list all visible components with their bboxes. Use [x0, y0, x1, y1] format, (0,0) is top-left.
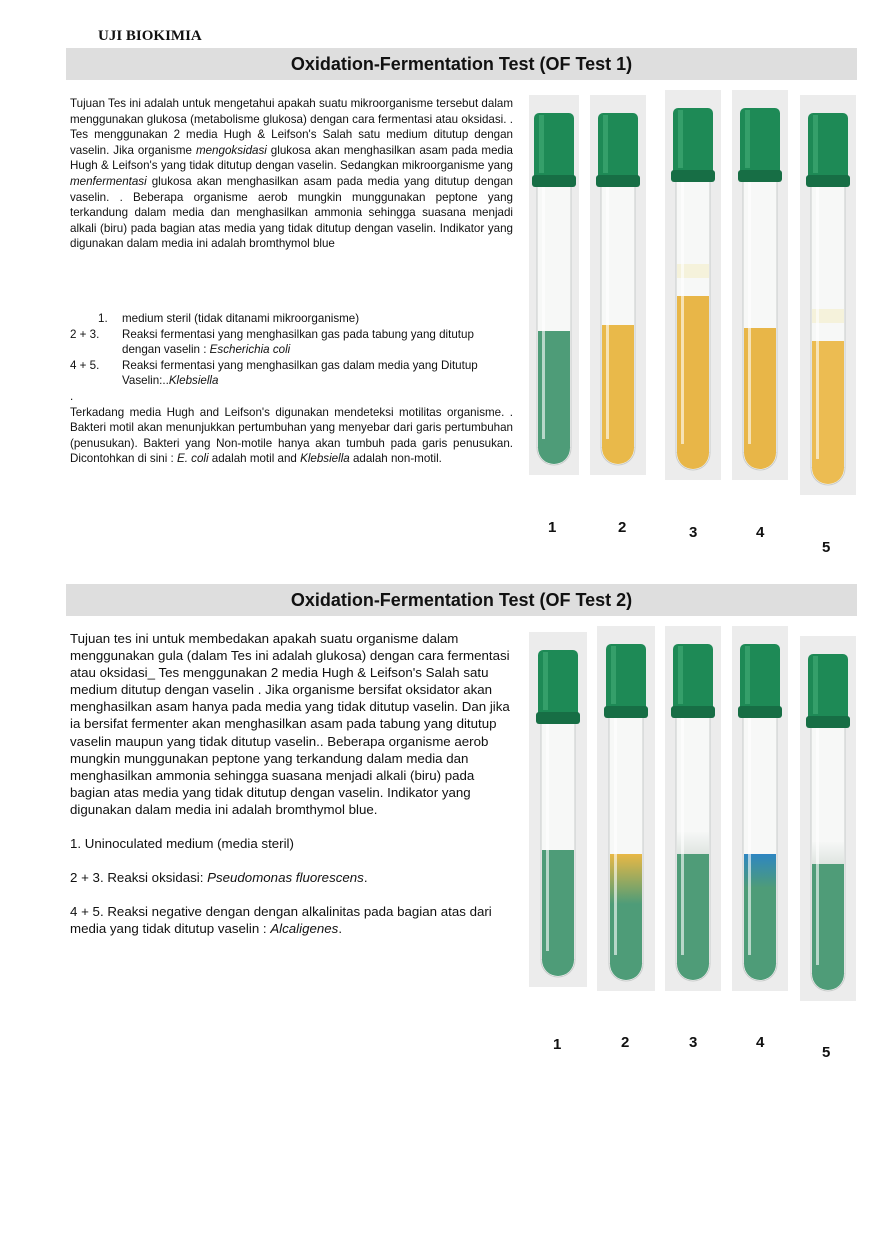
text-run: Tujuan Tes ini adalah untuk mengetahui apakah suatu mikroorganisme tersebut dalam menggunakan glukosa (metabolisme glukosa) dengan cara fermentasi atau oksidasi. . Tes menggunakan 2 media Hugh & Leifson's Salah satu medium ditutup dengan vaselin. Jika organisme: [70, 97, 513, 157]
test-tube-photo: [732, 90, 788, 480]
list-item: [70, 327, 513, 358]
list-item: [70, 311, 513, 327]
test-tube-photo: [665, 90, 721, 480]
list-number: 4 + 5.: [70, 358, 100, 372]
test-tube-photo: [529, 95, 579, 475]
tube-number: 4: [756, 524, 765, 541]
test-tube-photo: [800, 95, 856, 495]
list-text: [122, 358, 513, 389]
section1-paragraph: [70, 96, 513, 252]
tube-cap: [532, 113, 576, 187]
text-run: glukosa akan menghasilkan asam pada media Hugh & Leifson's yang tidak ditutup dengan vaselin. Sedangkan mikroorganisme yang: [70, 143, 513, 173]
item-text: 2 + 3. Reaksi oksidasi:: [70, 870, 208, 886]
list-number: 2 + 3.: [70, 327, 100, 341]
tube-number: 5: [822, 539, 831, 556]
tube-cap: [806, 654, 850, 728]
test-tube-photo: [597, 626, 655, 991]
section2-text: [70, 630, 515, 954]
test-tube-photo: [800, 636, 856, 1001]
organism-name: Alcaligenes: [270, 921, 339, 937]
organism-name: Klebsiella: [168, 374, 219, 388]
tube-cap: [536, 650, 580, 724]
tube-cap: [671, 108, 715, 182]
section2-title: Oxidation-Fermentation Test (OF Test 2): [66, 584, 857, 616]
item-end: .: [363, 870, 368, 886]
list-number: 1.: [98, 312, 108, 325]
section2-item-2: [70, 869, 515, 886]
test-tube-photo: [665, 626, 721, 991]
tube-cap: [738, 644, 782, 718]
list-text-main: Reaksi fermentasi yang menghasilkan gas pada tabung yang ditutup dengan vaselin :: [122, 327, 474, 357]
tube-cap: [604, 644, 648, 718]
italic-term: Klebsiella: [300, 452, 350, 466]
tube-number: 1: [548, 519, 557, 536]
list-text: medium steril (tidak ditanami mikroorganisme): [122, 312, 360, 325]
section1-list: [70, 311, 513, 389]
text-run: adalah non-motil.: [349, 452, 442, 466]
text-run: adalah motil and: [208, 452, 301, 466]
list-item: [70, 358, 513, 389]
item-end: .: [338, 921, 343, 937]
test-tube-photo: [529, 632, 587, 987]
tube-number: 3: [689, 1034, 698, 1051]
tube-cap: [738, 108, 782, 182]
tube-cap: [596, 113, 640, 187]
list-text-main: Reaksi fermentasi yang menghasilkan gas dalam media yang Ditutup Vaselin:..: [122, 358, 478, 388]
test-tube-photo: [590, 95, 646, 475]
tube-number: 2: [618, 519, 627, 536]
organism-name: Pseudomonas fluorescens: [207, 870, 364, 886]
tube-cap: [671, 644, 715, 718]
tube-number: 4: [756, 1034, 765, 1051]
section2-item-1: 1. Uninoculated medium (media steril): [70, 836, 294, 852]
tube-number: 3: [689, 524, 698, 541]
item-text: 4 + 5. Reaksi negative dengan dengan alkalinitas pada bagian atas dari media yang tidak ditutup vaselin :: [70, 904, 492, 937]
tube-number: 1: [553, 1036, 562, 1053]
text-run: Terkadang media Hugh and Leifson's digunakan mendeteksi motilitas organisme. . Bakteri motil akan menunjukkan pertumbuhan yang menyebar dari garis pertumbuhan (penusukan). Bakteri yang Non-motile hanya akan tumbuh pada garis penusukan. Dicontohkan di sini :: [70, 405, 513, 466]
list-text: [122, 327, 513, 358]
section2-paragraph: Tujuan tes ini untuk membedakan apakah suatu organisme dalam menggunakan gula (dalam Tes ini adalah glukosa) dengan cara fermentasi atau oksidasi_ Tes menggunakan 2 media Hugh & Leifson's Salah satu medium ditutup dengan vaselin . Jika organisme bersifat oksidator akan menghasilkan asam hanya pada media yang tidak ditutup vaselin. Dan jika ia bersifat fermenter akan menghasilkan asam pada tabung yang ditutup vaselin maupun yang tidak ditutup vaselin.. Beberapa organisme aerob mungkin munggunakan peptone yang terkandung dalam media dan menghasilkan ammonia sehingga suasana menjadi alkali (biru) pada bagian atas media yang tidak ditutup dengan vaselin. Indikator yang digunakan dalam media ini adalah bromthymol blue.: [70, 631, 510, 817]
italic-term: E. coli: [176, 452, 209, 466]
section1-title: Oxidation-Fermentation Test (OF Test 1): [66, 48, 857, 80]
page-label: UJI BIOKIMIA: [98, 28, 202, 44]
tube-number: 5: [822, 1044, 831, 1061]
tube-number: 2: [621, 1034, 630, 1051]
italic-term: menfermentasi: [70, 174, 147, 188]
tube-cap: [806, 113, 850, 187]
section2-item-3: [70, 903, 515, 937]
organism-name: Escherichia coli: [209, 343, 291, 357]
stray-dot: .: [70, 390, 74, 403]
text-run: glukosa akan menghasilkan asam pada media yang ditutup dengan vaselin. . Beberapa organisme aerob mungkin munggunakan peptone yang terkandung dalam media dan menghasilkan ammonia sehingga suasana menjadi alkali (biru) pada bagian atas media yang tidak ditutup dengan vaselin. Indikator yang digunakan dalam media ini adalah bromthymol blue: [70, 174, 513, 251]
italic-term: mengoksidasi: [195, 143, 267, 157]
section1-note: [70, 389, 513, 467]
test-tube-photo: [732, 626, 788, 991]
